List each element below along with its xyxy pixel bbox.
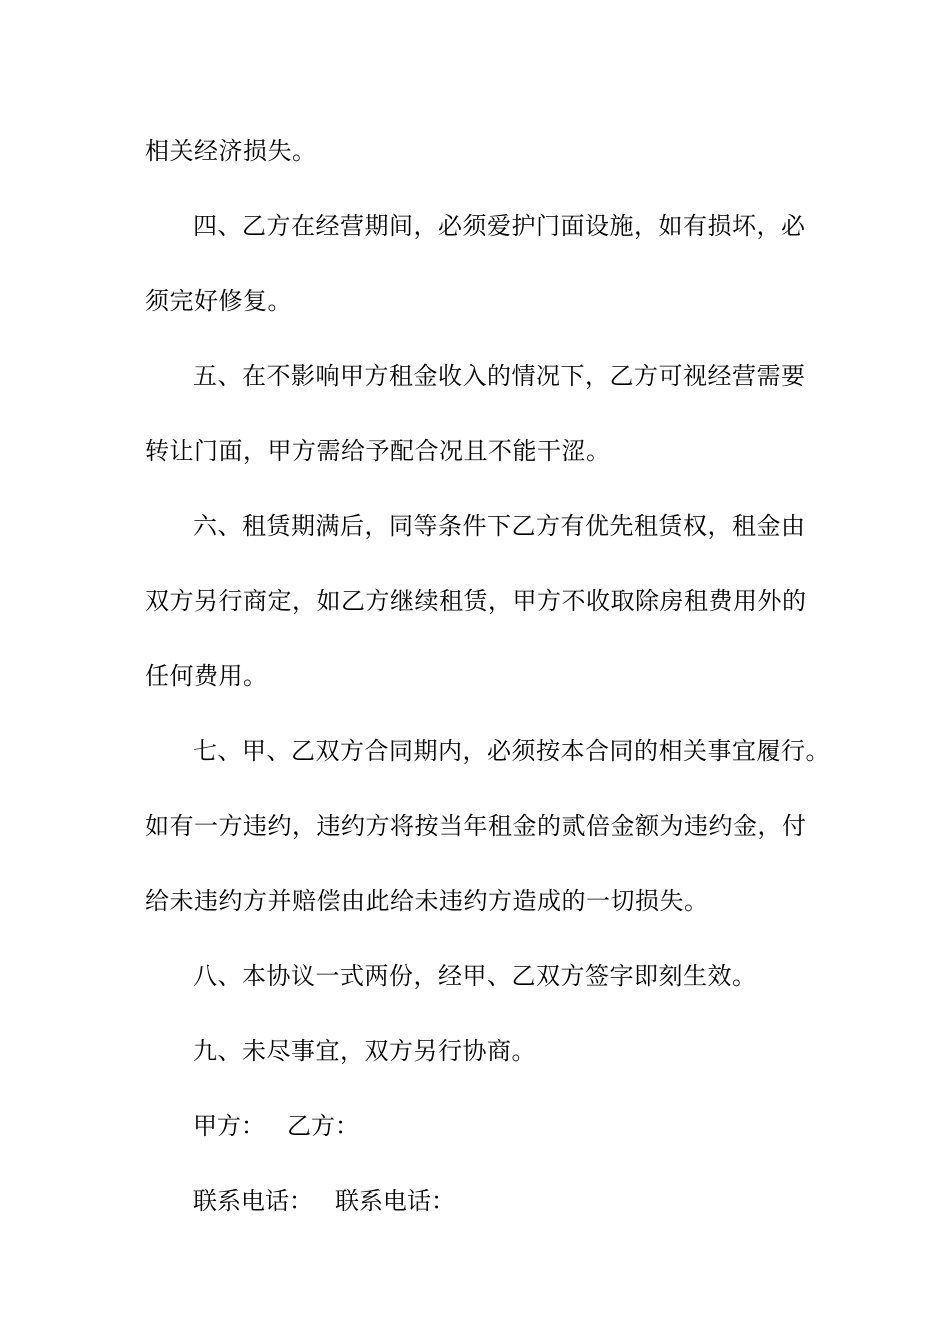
clause-6-line-3: 任何费用。 xyxy=(145,662,268,690)
clause-7-line-2: 如有一方违约，违约方将按当年租金的贰倍金额为违约金，付 xyxy=(145,812,807,840)
signature-party-row xyxy=(193,1111,359,1141)
signature-phone-row xyxy=(193,1186,455,1216)
clause-5-line-2: 转让门面，甲方需给予配合况且不能干涩。 xyxy=(145,437,611,465)
clause-6-line-2: 双方另行商定，如乙方继续租赁，甲方不收取除房租费用外的 xyxy=(145,587,807,615)
clause-6-line-1: 六、租赁期满后，同等条件下乙方有优先租赁权，租金由 xyxy=(193,512,806,540)
party-b-label: 乙方： xyxy=(287,1112,359,1140)
clause-7-line-1: 七、甲、乙双方合同期内，必须按本合同的相关事宜履行。 xyxy=(193,737,830,765)
paragraph-line: 相关经济损失。 xyxy=(145,137,317,165)
party-a-label: 甲方： xyxy=(193,1112,265,1140)
phone-a-label: 联系电话： xyxy=(193,1187,313,1215)
phone-b-label: 联系电话： xyxy=(335,1187,455,1215)
clause-9-line: 九、未尽事宜，双方另行协商。 xyxy=(193,1037,536,1065)
clause-5-line-1: 五、在不影响甲方租金收入的情况下，乙方可视经营需要 xyxy=(193,362,806,390)
clause-8-line: 八、本协议一式两份，经甲、乙双方签字即刻生效。 xyxy=(193,962,757,990)
clause-4-line-2: 须完好修复。 xyxy=(145,287,292,315)
clause-7-line-3: 给未违约方并赔偿由此给未违约方造成的一切损失。 xyxy=(145,887,709,915)
clause-4-line-1: 四、乙方在经营期间，必须爱护门面设施，如有损坏，必 xyxy=(193,212,806,240)
